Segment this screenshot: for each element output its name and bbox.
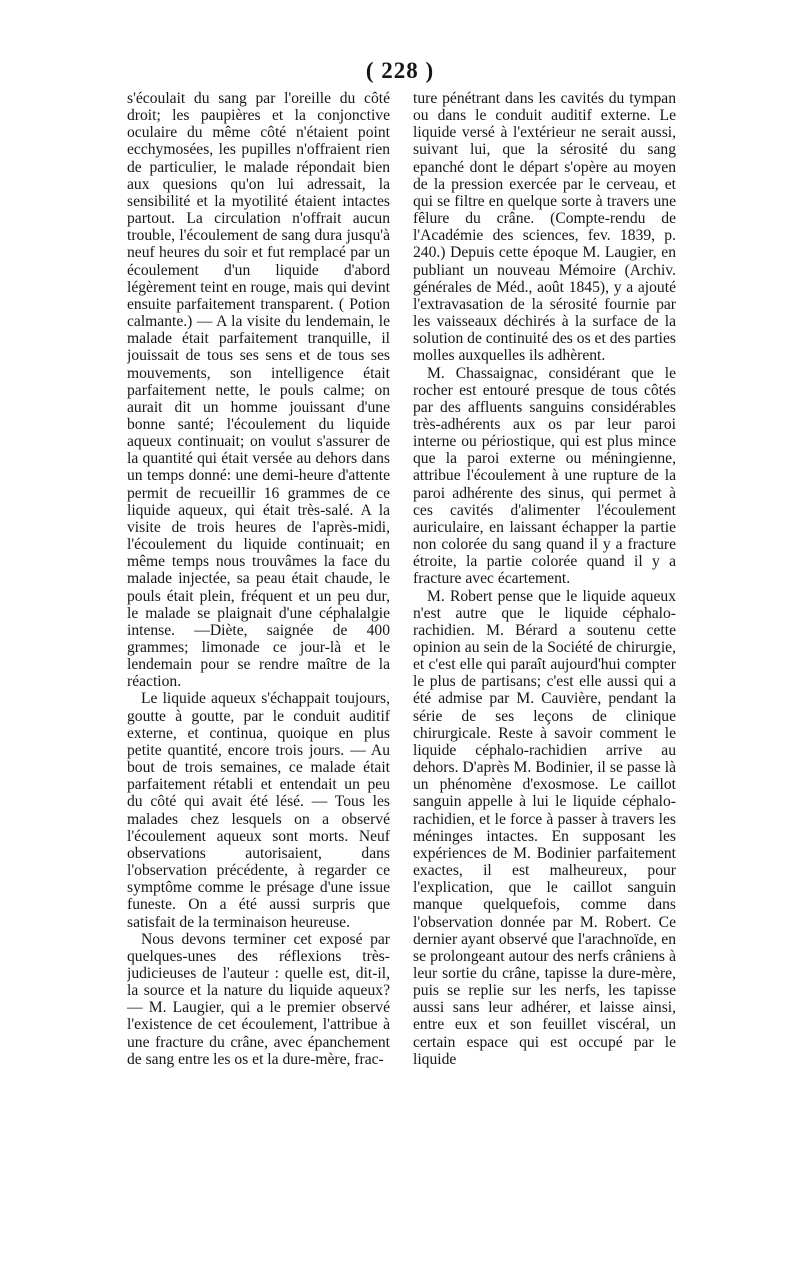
paragraph: Le liquide aqueux s'échappait toujours, goutte à goutte, par le conduit auditif externe, et continua, quoique en plus petite quantité, encore trois jours. — Au bout de trois semaines, ce malade était parfaitement rétabli et entendait un peu du côté qui avait été lésé. — Tous les malades chez lesquels on a observé l'écoulement aqueux sont morts. Neuf observations autorisaient, dans l'observation précédente, à regarder ce symptôme comme le présage d'une issue funeste. On a été aussi surpris que satisfait de la terminaison heureuse.	[127, 690, 390, 931]
paragraph: Nous devons terminer cet exposé par quelques-unes des réflexions très-judicieuses de l'auteur : quelle est, dit-il, la source et la nature du liquide aqueux? — M. Laugier, qui a le premier observé l'existence de cet écoulement, l'attribue à une fracture du crâne, avec épanchement de sang entre les os et la dure-mère, frac-	[127, 930, 390, 1068]
paragraph: ture pénétrant dans les cavités du tympan ou dans le conduit auditif externe. Le liquide versé à l'extérieur ne serait aussi, suivant lui, que la sérosité du sang epanché dont le départ s'opère au moyen de la pression exercée par le cerveau, et qui se filtre en quelque sorte à travers une fêlure du crâne. (Compte-rendu de l'Académie des sciences, fev. 1839, p. 240.) Depuis cette époque M. Laugier, en publiant un nouveau Mémoire (Archiv. générales de Méd., août 1845), y a ajouté l'extravasation de la sérosité fournie par les vaisseaux déchirés à la surface de la solution de continuité des os et des parties molles auxquelles ils adhèrent.	[413, 90, 676, 365]
paragraph: s'écoulait du sang par l'oreille du côté droit; les paupières et la conjonctive oculaire du même côté n'étaient point ecchymosées, les pupilles n'offraient rien de particulier, le malade répondait bien aux quesions qu'on lui adressait, la sensibilité et la myotilité étaient intactes partout. La circulation n'offrait aucun trouble, l'écoulement de sang dura jusqu'à neuf heures du soir et fut remplacé par un écoulement d'un liquide d'abord légèrement teint en rouge, mais qui devint ensuite parfaitement transparent. ( Potion calmante.) — A la visite du lendemain, le malade était parfaitement tranquille, il jouissait de tous ses sens et de tous ses mouvements, son intelligence était parfaitement nette, le pouls calme; on aurait dit un homme jouissant d'une bonne santé; l'écoulement du liquide aqueux continuait; on voulut s'assurer de la quantité qui était versée au dehors dans un temps donné: une demi-heure d'attente permit de recueillir 16 grammes de ce liquide aqueux, qui était très-salé. A la visite de trois heures de l'après-midi, l'écoulement du liquide continuait; en même temps nous trouvâmes la face du malade injectée, sa peau était chaude, le pouls était plein, fréquent et un peu dur, le malade se plaignait d'une céphalalgie intense. —Diète, saignée de 400 grammes; limonade ce jour-là et le lendemain pour se rendre maître de la réaction.	[127, 90, 390, 691]
left-column	[127, 90, 390, 1240]
right-column	[413, 90, 676, 1240]
paragraph: M. Robert pense que le liquide aqueux n'est autre que le liquide céphalo-rachidien. M. Bérard a soutenu cette opinion au sein de la Société de chirurgie, et c'est elle qui paraît aujourd'hui compter le plus de partisans; c'est elle aussi qui a été admise par M. Cauvière, pendant la série de ses leçons de clinique chirurgicale. Reste à savoir comment le liquide céphalo-rachidien arrive au dehors. D'après M. Bodinier, il se passe là un phénomène d'exosmose. Le caillot sanguin appelle à lui le liquide céphalo-rachidien, et le force à passer à travers les méninges intactes. En supposant les expériences de M. Bodinier parfaitement exactes, il est malheureux, pour l'explication, que le caillot sanguin manque quelquefois, comme dans l'observation donnée par M. Robert. Ce dernier ayant observé que l'arachnoïde, en se prolongeant autour des nerfs crâniens à leur sortie du crâne, tapisse la dure-mère, puis se replie sur les nerfs, les tapisse aussi sans leur adhérer, et laisse ainsi, entre eux et son feuillet viscéral, un certain espace qui est occupé par le liquide	[413, 587, 676, 1068]
paragraph: M. Chassaignac, considérant que le rocher est entouré presque de tous côtés par des affluents sanguins considérables très-adhérents aux os par leur paroi interne ou périostique, qui est plus mince que la paroi externe ou méningienne, attribue l'écoulement à une rupture de la paroi adhérente des sinus, qui permet à ces cavités d'alimenter l'écoulement auriculaire, en laissant échapper la partie non colorée du sang quand il y a fracture étroite, la partie colorée quand il y a fracture avec écartement.	[413, 364, 676, 588]
page-number: ( 228 )	[365, 58, 435, 83]
